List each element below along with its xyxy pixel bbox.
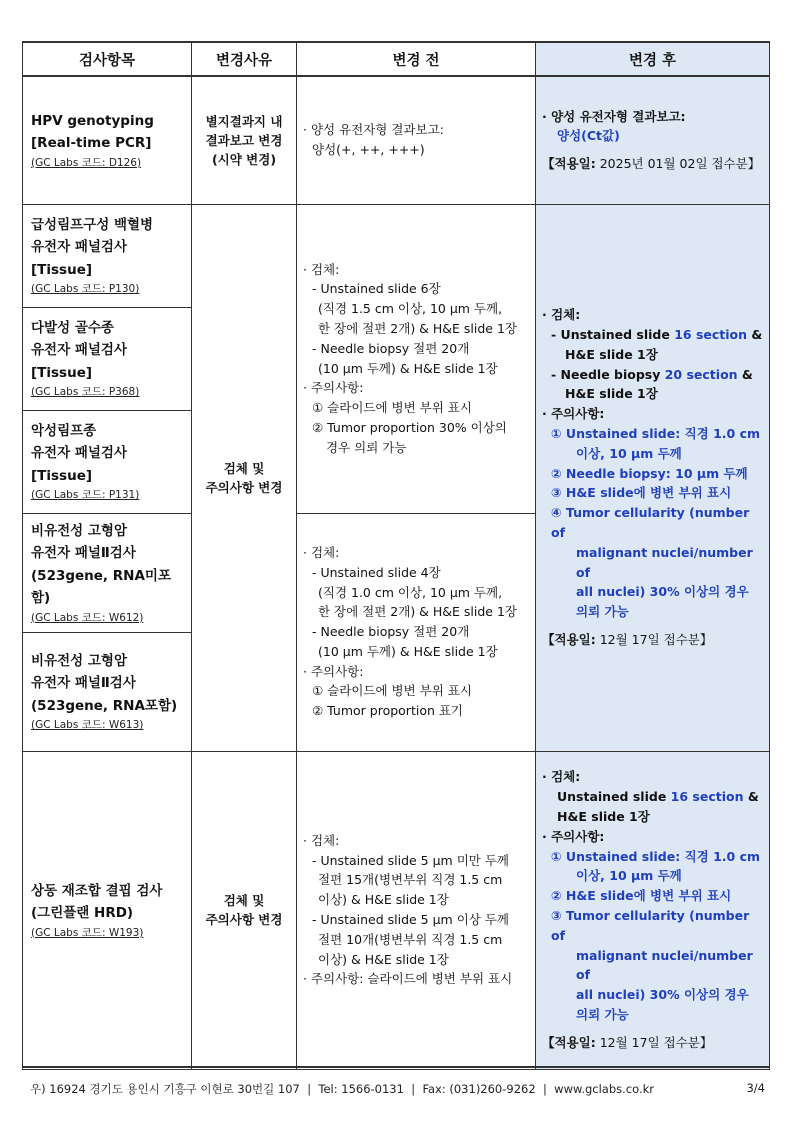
after-text: & (741, 366, 753, 382)
reason-line: 별지결과지 내 (205, 113, 283, 129)
test-name: 다발성 골수종 (31, 319, 114, 336)
before-line: 양성(+, ++, +++) (312, 142, 425, 158)
after-line: ① Unstained slide: 직경 1.0 cm (551, 426, 761, 441)
after-line (542, 325, 763, 345)
apply-date (542, 1033, 763, 1053)
after-line: ③ H&E slide에 병변 부위 표시 (551, 485, 732, 501)
before-line: ① 슬라이드에 병변 부위 표시 (312, 400, 472, 416)
after-cell (536, 751, 770, 1069)
before-line: · 주의사항: (303, 663, 364, 679)
before-cell (297, 751, 536, 1069)
before-line: - Needle biopsy 절편 20개 (312, 624, 470, 640)
reason-cell (192, 751, 297, 1069)
apply-label: 【적용일: (542, 156, 596, 172)
after-line: all nuclei) 30% 이상의 경우 (576, 584, 749, 600)
after-line: H&E slide 1장 (557, 809, 650, 825)
test-code: (GC Labs 코드: W613) (31, 719, 144, 732)
test-name: 유전자 패널Ⅱ검사 (31, 545, 136, 561)
test-name: 유전자 패널검사 (31, 239, 127, 256)
after-text: - Unstained slide (551, 327, 670, 343)
test-name: 유전자 패널Ⅱ검사 (31, 675, 136, 692)
before-line: - Needle biopsy 절편 20개 (312, 340, 470, 356)
before-line: (직경 1.0 cm 이상, 10 μm 두께, (318, 584, 503, 600)
before-cell (297, 513, 536, 751)
test-name: (523gene, RNA미포함) (31, 567, 171, 606)
footer-divider (22, 1066, 769, 1068)
footer-separator: | (307, 1082, 312, 1096)
reason-line: 주의사항 변경 (205, 479, 283, 495)
before-line: 한 장에 절편 2개) & H&E slide 1장 (318, 604, 517, 620)
test-name: HPV genotyping (31, 112, 154, 129)
test-name: [Tissue] (31, 364, 93, 381)
before-line: 절편 15개(병변부위 직경 1.5 cm (318, 872, 503, 888)
apply-label: 【적용일: (542, 1034, 596, 1050)
test-name: 유전자 패널검사 (31, 445, 127, 462)
before-line: (직경 1.5 cm 이상, 10 μm 두께, (318, 301, 503, 317)
before-line: 이상) & H&E slide 1장 (318, 892, 449, 908)
test-code: (GC Labs 코드: W193) (31, 926, 144, 939)
after-line (542, 365, 763, 385)
after-line: · 검체: (542, 307, 581, 323)
before-line: - Unstained slide 6장 (312, 281, 441, 297)
test-name: 상동 재조합 결핍 검사 (31, 882, 163, 899)
test-code: (GC Labs 코드: P368) (31, 386, 140, 399)
after-text: & (751, 327, 763, 343)
reason-cell (192, 204, 297, 751)
apply-value: 12월 17일 접수분】 (599, 631, 713, 647)
after-line: malignant nuclei/number of (576, 947, 753, 983)
before-line: 이상) & H&E slide 1장 (318, 951, 449, 967)
table-row (23, 751, 770, 1069)
reason-line: 결과보고 변경 (205, 132, 283, 148)
header-after: 변경 후 (536, 42, 770, 76)
before-line: · 검체: (303, 261, 340, 277)
after-text: - Needle biopsy (551, 366, 661, 382)
after-highlight: 20 section (664, 366, 738, 382)
footer-tel: Tel: 1566-0131 (318, 1082, 404, 1096)
after-line: 의뢰 가능 (576, 604, 629, 620)
after-line: all nuclei) 30% 이상의 경우 (576, 987, 749, 1003)
footer (30, 1081, 765, 1097)
header-test-item: 검사항목 (23, 42, 192, 76)
after-highlight: 16 section (670, 789, 744, 805)
test-name: 급성림프구성 백혈병 (31, 216, 154, 233)
after-cell (536, 76, 770, 204)
before-line: - Unstained slide 5 μm 미만 두께 (312, 852, 509, 868)
footer-contact (30, 1081, 654, 1097)
after-line: ③ Tumor cellularity (number of (551, 908, 750, 943)
before-line: 경우 의뢰 가능 (326, 439, 407, 455)
test-name: 비유전성 고형암 (31, 652, 127, 669)
after-text: & (747, 789, 759, 805)
after-highlight: 16 section (674, 327, 748, 343)
reason-line: 검체 및 (223, 893, 265, 908)
header-before: 변경 전 (297, 42, 536, 76)
after-line: malignant nuclei/number of (576, 544, 753, 580)
test-item-cell (23, 307, 192, 410)
test-code: (GC Labs 코드: D126) (31, 156, 142, 169)
test-name: 악성림프종 (31, 422, 97, 439)
after-line: 이상, 10 μm 두께 (576, 868, 682, 884)
before-line: 절편 10개(병변부위 직경 1.5 cm (318, 931, 503, 947)
reason-line: 주의사항 변경 (205, 912, 283, 927)
after-text: Unstained slide (557, 789, 667, 805)
after-line (542, 787, 763, 807)
before-line: (10 μm 두께) & H&E slide 1장 (318, 360, 498, 376)
test-code: (GC Labs 코드: W612) (31, 611, 144, 624)
test-item-cell (23, 513, 192, 632)
reason-cell (192, 76, 297, 204)
test-name: [Tissue] (31, 261, 93, 278)
apply-date (542, 630, 763, 650)
after-line: H&E slide 1장 (565, 346, 658, 362)
before-line: 한 장에 절편 2개) & H&E slide 1장 (318, 320, 517, 336)
after-line: ① Unstained slide: 직경 1.0 cm (551, 848, 761, 864)
test-item-cell (23, 204, 192, 307)
apply-value: 12월 17일 접수분】 (599, 1034, 713, 1050)
before-line: · 검체: (303, 832, 340, 848)
before-line: · 검체: (303, 544, 340, 560)
after-line: · 검체: (542, 769, 581, 785)
before-line: ① 슬라이드에 병변 부위 표시 (312, 683, 472, 699)
before-line: - Unstained slide 5 μm 이상 두께 (312, 912, 509, 927)
apply-value: 2025년 01월 02일 접수분】 (599, 156, 761, 172)
after-value: 양성(Ct값) (557, 128, 620, 144)
after-line: · 양성 유전자형 결과보고: (542, 108, 686, 124)
test-name: 유전자 패널검사 (31, 342, 127, 359)
after-line: 의뢰 가능 (576, 1006, 629, 1022)
reason-line: (시약 변경) (211, 151, 277, 167)
reason-line: 검체 및 (223, 460, 265, 476)
after-line: ② H&E slide에 병변 부위 표시 (551, 888, 732, 904)
after-cell (536, 204, 770, 751)
test-code: (GC Labs 코드: P130) (31, 283, 140, 296)
after-line: · 주의사항: (542, 828, 605, 844)
table-row (23, 76, 770, 204)
apply-date (542, 154, 763, 174)
before-line: ② Tumor proportion 표기 (312, 703, 464, 719)
page-number: 3/4 (746, 1081, 765, 1095)
before-cell (297, 76, 536, 204)
after-line: ② Needle biopsy: 10 μm 두께 (551, 465, 748, 481)
after-line: 이상, 10 μm 두께 (576, 445, 682, 461)
before-line: ② Tumor proportion 30% 이상의 (312, 419, 507, 435)
before-line: · 양성 유전자형 결과보고: (303, 122, 444, 138)
apply-label: 【적용일: (542, 631, 596, 647)
test-item-cell (23, 76, 192, 204)
test-name: [Real-time PCR] (31, 135, 152, 152)
test-item-cell (23, 632, 192, 751)
footer-website-link[interactable]: www.gclabs.co.kr (554, 1082, 654, 1096)
test-code: (GC Labs 코드: P131) (31, 489, 140, 502)
change-notice-table (22, 41, 770, 1070)
before-line: · 주의사항: 슬라이드에 병변 부위 표시 (303, 971, 513, 987)
after-line: ④ Tumor cellularity (number of (551, 505, 750, 540)
test-item-cell (23, 751, 192, 1069)
after-line: H&E slide 1장 (565, 386, 658, 402)
test-item-cell (23, 410, 192, 513)
table-row (23, 204, 770, 307)
footer-address: 우) 16924 경기도 용인시 기흥구 이현로 30번길 107 (30, 1082, 300, 1096)
footer-separator: | (411, 1082, 416, 1096)
before-line: - Unstained slide 4장 (312, 564, 441, 580)
before-line: · 주의사항: (303, 380, 364, 396)
test-name: (그린플랜 HRD) (31, 905, 134, 921)
after-line: · 주의사항: (542, 406, 605, 422)
test-name: 비유전성 고형암 (31, 522, 127, 539)
test-name: (523gene, RNA포함) (31, 697, 178, 714)
before-line: (10 μm 두께) & H&E slide 1장 (318, 643, 498, 659)
header-reason: 변경사유 (192, 42, 297, 76)
table-header-row (23, 42, 770, 76)
test-name: [Tissue] (31, 467, 93, 484)
before-cell (297, 204, 536, 513)
footer-fax: Fax: (031)260-9262 (422, 1082, 536, 1096)
footer-separator: | (542, 1082, 547, 1096)
